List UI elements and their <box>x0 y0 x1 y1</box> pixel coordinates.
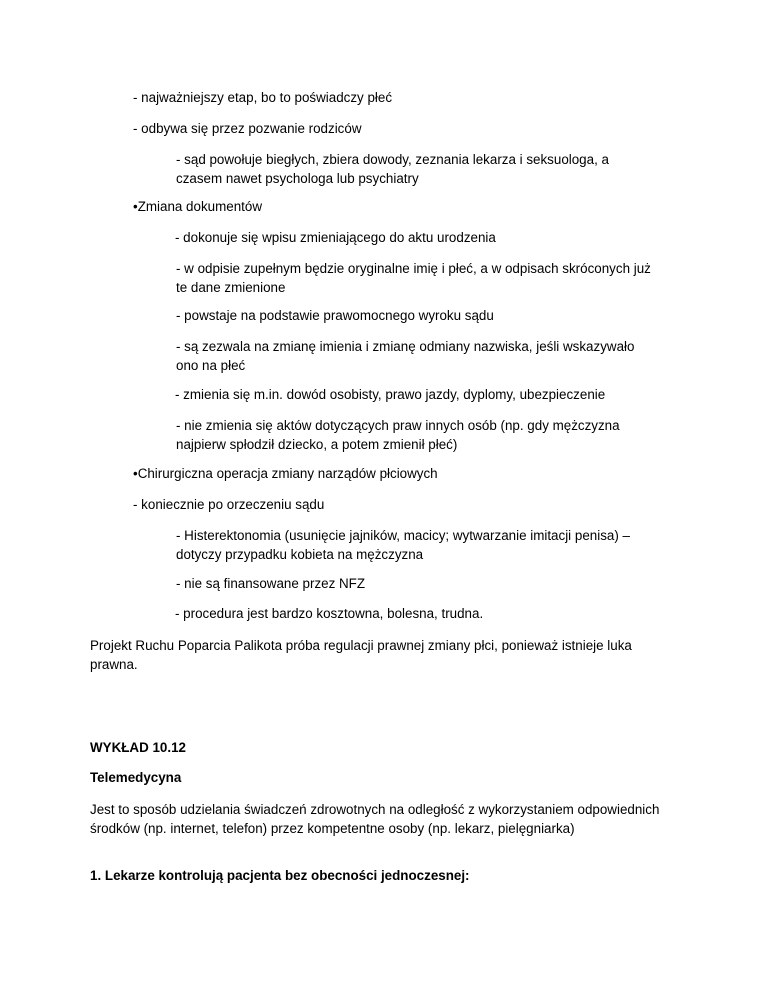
section-bullet: •Zmiana dokumentów <box>133 199 262 214</box>
sub-bullet-paragraph <box>176 526 630 564</box>
bullet-line: - koniecznie po orzeczeniu sądu <box>133 497 325 512</box>
paragraph <box>90 636 632 674</box>
sub-bullet-line: - dokonuje się wpisu zmieniającego do aktu urodzenia <box>175 230 496 245</box>
sub-bullet-paragraph <box>176 150 609 188</box>
text-line: - są zezwala na zmianę imienia i zmianę odmiany nazwiska, jeśli wskazywało <box>176 339 635 354</box>
bullet-line: - odbywa się przez pozwanie rodziców <box>133 121 362 136</box>
text-line: - Histerektonomia (usunięcie jajników, macicy; wytwarzanie imitacji penisa) – <box>176 528 630 543</box>
section-bullet: •Chirurgiczna operacja zmiany narządów płciowych <box>133 466 438 481</box>
text-line: czasem nawet psychologa lub psychiatry <box>176 171 419 186</box>
text-line: Jest to sposób udzielania świadczeń zdrowotnych na odległość z wykorzystaniem odpowiednich <box>90 802 660 817</box>
topic-heading: Telemedycyna <box>90 770 182 785</box>
text-line: - nie zmienia się aktów dotyczących praw innych osób (np. gdy mężczyzna <box>176 418 620 433</box>
sub-bullet-paragraph <box>176 259 651 297</box>
text-line: - sąd powołuje biegłych, zbiera dowody, zeznania lekarza i seksuologa, a <box>176 152 609 167</box>
sub-bullet-paragraph <box>176 337 634 375</box>
text-line: Projekt Ruchu Poparcia Palikota próba regulacji prawnej zmiany płci, ponieważ istnieje luka <box>90 638 632 653</box>
text-line: prawna. <box>90 657 138 672</box>
text-line: środków (np. internet, telefon) przez kompetentne osoby (np. lekarz, pielęgniarka) <box>90 821 575 836</box>
lecture-heading: WYKŁAD 10.12 <box>90 740 186 755</box>
bullet-line: - najważniejszy etap, bo to poświadczy płeć <box>133 90 393 105</box>
sub-bullet-line: - powstaje na podstawie prawomocnego wyroku sądu <box>176 308 494 323</box>
sub-bullet-line: - nie są finansowane przez NFZ <box>176 576 366 591</box>
text-line: te dane zmienione <box>176 280 286 295</box>
sub-bullet-line: - zmienia się m.in. dowód osobisty, prawo jazdy, dyplomy, ubezpieczenie <box>175 387 606 402</box>
text-line: najpierw spłodził dziecko, a potem zmienił płeć) <box>176 437 458 452</box>
text-line: ono na płeć <box>176 358 246 373</box>
numbered-heading: 1. Lekarze kontrolują pacjenta bez obecności jednoczesnej: <box>90 868 470 883</box>
text-line: dotyczy przypadku kobieta na mężczyzna <box>176 547 424 562</box>
sub-bullet-line: - procedura jest bardzo kosztowna, bolesna, trudna. <box>175 606 484 621</box>
text-line: - w odpisie zupełnym będzie oryginalne imię i płeć, a w odpisach skróconych już <box>176 261 651 276</box>
definition-paragraph <box>90 800 659 838</box>
sub-bullet-paragraph <box>176 416 620 454</box>
